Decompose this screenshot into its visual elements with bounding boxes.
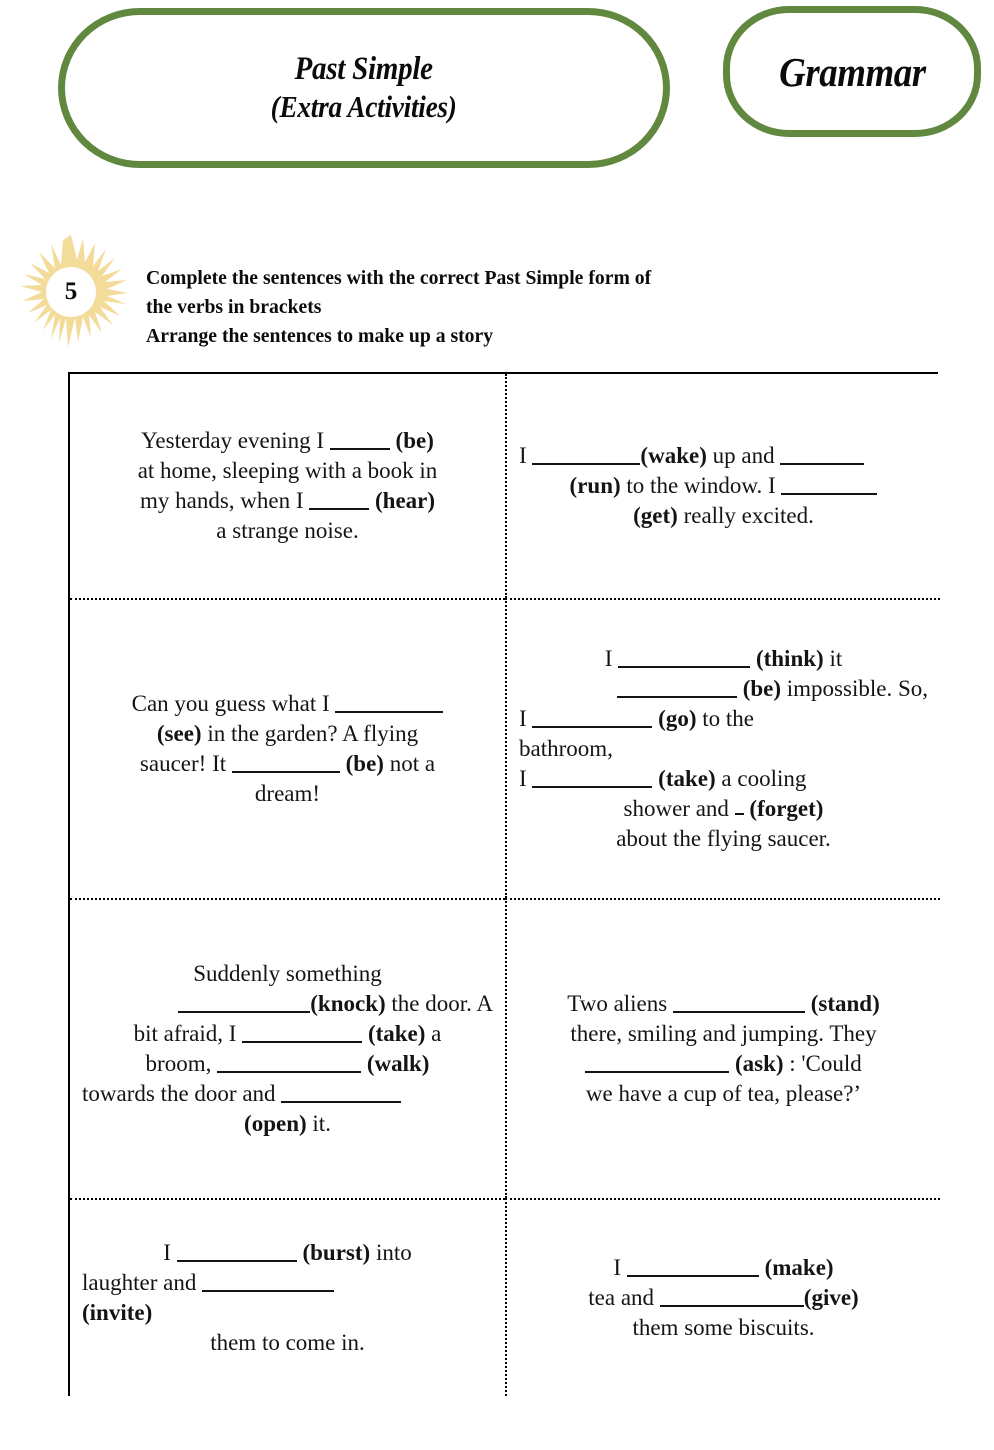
sentence-card[interactable] (70, 598, 505, 898)
sentence-fragment: Suddenly something (193, 961, 382, 987)
answer-blank[interactable] (780, 441, 864, 465)
answer-blank[interactable] (532, 764, 652, 788)
sentence-line (82, 1328, 493, 1358)
answer-blank[interactable] (309, 486, 369, 510)
answer-blank[interactable] (281, 1079, 401, 1103)
verb-prompt: (forget) (749, 795, 824, 821)
verb-prompt: (be) (742, 676, 782, 702)
sentence-fragment: there, smiling and jumping. They (570, 1021, 877, 1047)
sentence-fragment: at home, sleeping with a book in (137, 458, 438, 484)
verb-prompt: (give) (803, 1285, 859, 1311)
sentence-line (82, 749, 493, 779)
sentence-card[interactable] (505, 374, 940, 598)
sentence-text (519, 989, 928, 1109)
sentence-fragment: a (425, 1021, 442, 1047)
sentence-line (82, 719, 493, 749)
sentence-line (519, 644, 928, 674)
sentence-line (82, 959, 493, 989)
sentence-line (519, 674, 928, 704)
sentence-fragment: I (519, 765, 533, 791)
sentence-fragment: shower and (623, 795, 735, 821)
sentence-card[interactable] (505, 898, 940, 1198)
sentence-line (82, 1109, 493, 1139)
sentence-fragment: we have a cup of tea, please?’ (585, 1080, 862, 1106)
verb-prompt: (wake) (640, 443, 707, 469)
verb-prompt: (be) (395, 428, 434, 454)
worksheet-title-line-1: Past Simple (294, 51, 434, 88)
sentence-text (82, 959, 493, 1138)
sentence-fragment: it. (306, 1110, 331, 1136)
task-instruction-line-3: Arrange the sentences to make up a story (146, 325, 494, 348)
sentence-line (82, 1079, 493, 1109)
answer-blank[interactable] (532, 704, 652, 728)
task-instruction-line-1: Complete the sentences with the correct Past Simple form of (146, 267, 652, 289)
verb-prompt: (burst) (302, 1240, 371, 1266)
verb-prompt: (ask) (734, 1051, 784, 1076)
sentence-fragment: into (370, 1240, 412, 1266)
sentence-line (519, 1079, 928, 1109)
sentence-fragment: laughter and (82, 1270, 203, 1296)
sentence-text (519, 441, 928, 531)
sentence-line (519, 794, 928, 824)
verb-prompt: (knock) (310, 991, 386, 1017)
sentence-card[interactable] (505, 1198, 940, 1396)
task-number: 5 (64, 278, 78, 305)
sentence-line (519, 441, 928, 471)
verb-prompt: (be) (345, 751, 384, 776)
answer-blank[interactable] (217, 1049, 361, 1073)
verb-prompt: (invite) (82, 1300, 153, 1325)
answer-blank[interactable] (330, 426, 390, 450)
sentence-fragment: I (519, 706, 533, 732)
worksheet-title (258, 50, 469, 126)
sentence-fragment: really excited. (677, 502, 814, 528)
verb-prompt: (open) (244, 1110, 307, 1136)
task-instruction-block (0, 232, 994, 352)
answer-blank[interactable] (242, 1019, 362, 1043)
sentence-fragment: : 'Could (783, 1051, 862, 1076)
answer-blank[interactable] (735, 813, 744, 815)
sentence-line (519, 471, 928, 501)
sentence-fragment: impossible. So, (781, 676, 928, 702)
verb-prompt: (hear) (375, 488, 436, 513)
sentence-line (519, 704, 928, 734)
answer-blank[interactable] (202, 1268, 334, 1292)
sentence-fragment: them some biscuits. (632, 1314, 815, 1340)
sentence-line (519, 734, 928, 764)
sentence-line (82, 779, 493, 809)
sentence-fragment: the door. A (385, 991, 493, 1017)
answer-blank[interactable] (232, 749, 340, 773)
sentence-line (82, 1019, 493, 1049)
subject-label: Grammar (778, 48, 926, 95)
verb-prompt: (make) (764, 1255, 834, 1281)
sentence-fragment: not a (383, 751, 436, 776)
sentence-line (82, 426, 493, 456)
sentence-line (82, 1049, 493, 1079)
answer-blank[interactable] (618, 645, 750, 669)
subject-banner (723, 6, 981, 137)
sentence-fragment: I (519, 443, 533, 469)
answer-blank[interactable] (627, 1253, 759, 1277)
task-instruction-text (146, 264, 856, 351)
sentence-line (519, 764, 928, 794)
answer-blank[interactable] (178, 989, 310, 1013)
sentence-line (82, 1298, 493, 1328)
sentence-fragment: broom, (145, 1051, 218, 1076)
sentence-fragment: Yesterday evening I (141, 428, 330, 454)
sentence-line (82, 1238, 493, 1268)
sentence-line (519, 1019, 928, 1049)
verb-prompt: (get) (633, 502, 678, 528)
answer-blank[interactable] (660, 1283, 804, 1307)
sentence-line (519, 1313, 928, 1343)
verb-prompt: (take) (658, 765, 716, 791)
sentence-line (519, 501, 928, 531)
sentence-fragment: a strange noise. (216, 517, 359, 543)
answer-blank[interactable] (617, 674, 737, 698)
sentence-fragment: bit afraid, I (133, 1021, 243, 1047)
sentence-fragment: my hands, when I (139, 488, 310, 513)
sentence-line (82, 456, 493, 486)
verb-prompt: (stand) (810, 991, 880, 1017)
sentence-fragment: dream! (254, 780, 321, 806)
sentence-card[interactable] (70, 1198, 505, 1396)
sentence-line (82, 689, 493, 719)
sentence-fragment: to the window. I (620, 473, 782, 499)
sentence-fragment: I (613, 1255, 627, 1281)
task-instruction-line-2: the verbs in brackets (146, 296, 322, 319)
verb-prompt: (think) (755, 646, 824, 672)
verb-prompt: (take) (367, 1021, 426, 1047)
answer-blank[interactable] (585, 1049, 729, 1073)
sentence-text (519, 644, 928, 853)
worksheet-title-line-2: (Extra Activities) (271, 89, 457, 125)
sentence-fragment: about the flying saucer. (616, 825, 831, 851)
verb-prompt: (walk) (366, 1051, 430, 1076)
sentence-fragment: a cooling (715, 765, 807, 791)
worksheet-header (0, 0, 994, 190)
sentence-fragment: it (823, 646, 843, 672)
answer-blank[interactable] (177, 1238, 297, 1262)
sentence-card[interactable] (70, 898, 505, 1198)
sentence-cards-table (68, 372, 938, 1396)
sentence-text (82, 426, 493, 546)
sentence-line (82, 989, 493, 1019)
sentence-line (519, 824, 928, 854)
sentence-fragment: Two aliens (567, 991, 673, 1017)
sentence-line (82, 516, 493, 546)
verb-prompt: (see) (156, 721, 202, 747)
answer-blank[interactable] (335, 689, 443, 713)
sentence-fragment: them to come in. (210, 1329, 365, 1355)
sentence-line (82, 486, 493, 516)
sentence-fragment: up and (706, 443, 781, 469)
sentence-text (82, 689, 493, 809)
sentence-line (519, 1283, 928, 1313)
sentence-fragment: I (604, 646, 619, 672)
sentence-fragment: to the (696, 706, 754, 732)
answer-blank[interactable] (781, 471, 877, 495)
sentence-card[interactable] (505, 598, 940, 898)
sentence-text (519, 1253, 928, 1343)
sentence-line (82, 1268, 493, 1298)
sentence-line (519, 1049, 928, 1079)
sentence-line (519, 1253, 928, 1283)
sentence-text (82, 1238, 493, 1358)
sentence-fragment: in the garden? A flying (201, 721, 419, 747)
verb-prompt: (go) (658, 706, 697, 732)
sentence-fragment: towards the door and (82, 1080, 282, 1106)
answer-blank[interactable] (532, 441, 640, 465)
sentence-line (519, 989, 928, 1019)
sentence-fragment: tea and (588, 1285, 660, 1311)
worksheet-title-banner (58, 8, 670, 168)
answer-blank[interactable] (673, 989, 805, 1013)
verb-prompt: (run) (569, 473, 621, 499)
sentence-card[interactable] (70, 374, 505, 598)
sentence-fragment: bathroom, (519, 736, 613, 762)
sentence-fragment: saucer! It (139, 751, 232, 776)
sentence-fragment: Can you guess what I (131, 691, 336, 717)
sentence-fragment: I (163, 1240, 177, 1266)
